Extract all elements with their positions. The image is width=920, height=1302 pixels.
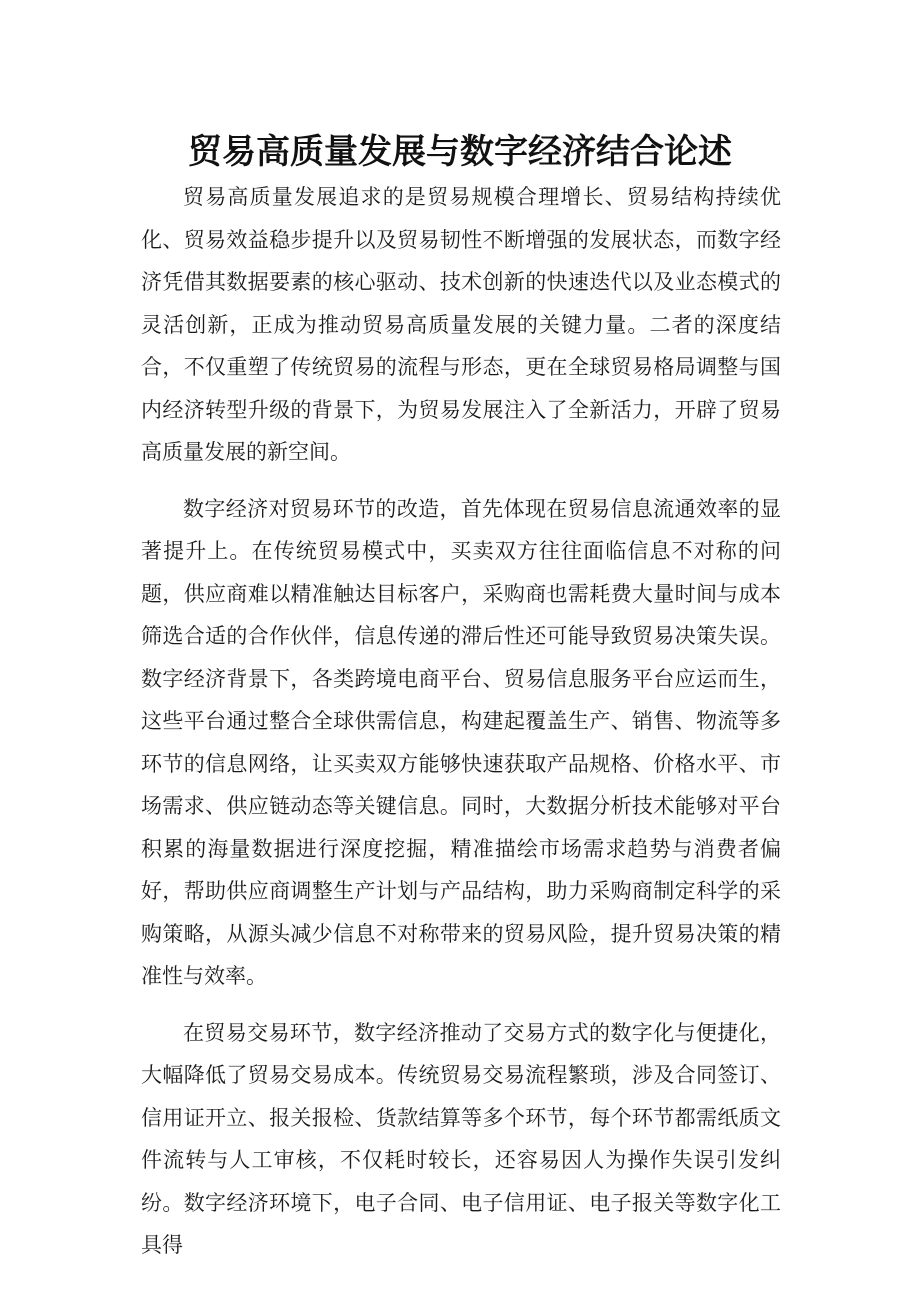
document-body	[141, 176, 781, 1267]
document-title: 贸易高质量发展与数字经济结合论述	[188, 132, 732, 172]
paragraph-3: 在贸易交易环节，数字经济推动了交易方式的数字化与便捷化，大幅降低了贸易交易成本。传统贸易交易流程繁琐，涉及合同签订、信用证开立、报关报检、货款结算等多个环节，每个环节都需纸质文件流转与人工审核，不仅耗时较长，还容易因人为操作失误引发纠纷。数字经济环境下，电子合同、电子信用证、电子报关等数字化工具得	[141, 1020, 781, 1257]
paragraph-2: 数字经济对贸易环节的改造，首先体现在贸易信息流通效率的显著提升上。在传统贸易模式中，买卖双方往往面临信息不对称的问题，供应商难以精准触达目标客户，采购商也需耗费大量时间与成本筛选合适的合作伙伴，信息传递的滞后性还可能导致贸易决策失误。数字经济背景下，各类跨境电商平台、贸易信息服务平台应运而生，这些平台通过整合全球供需信息，构建起覆盖生产、销售、物流等多环节的信息网络，让买卖双方能够快速获取产品规格、价格水平、市场需求、供应链动态等关键信息。同时，大数据分析技术能够对平台积累的海量数据进行深度挖掘，精准描绘市场需求趋势与消费者偏好，帮助供应商调整生产计划与产品结构，助力采购商制定科学的采购策略，从源头减少信息不对称带来的贸易风险，提升贸易决策的精准性与效率。	[141, 496, 781, 988]
paragraph-1: 贸易高质量发展追求的是贸易规模合理增长、贸易结构持续优化、贸易效益稳步提升以及贸易韧性不断增强的发展状态，而数字经济凭借其数据要素的核心驱动、技术创新的快速迭代以及业态模式的灵活创新，正成为推动贸易高质量发展的关键力量。二者的深度结合，不仅重塑了传统贸易的流程与形态，更在全球贸易格局调整与国内经济转型升级的背景下，为贸易发展注入了全新活力，开辟了贸易高质量发展的新空间。	[141, 185, 781, 464]
